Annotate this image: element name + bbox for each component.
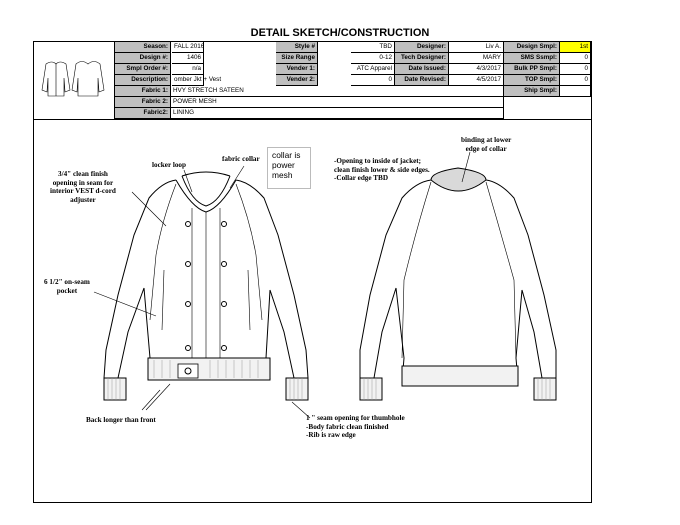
field-value[interactable]: 0 <box>560 75 591 86</box>
field-label: Date Issued: <box>395 64 449 75</box>
fabric-row <box>34 86 591 97</box>
fabric-value[interactable]: POWER MESH <box>171 97 504 108</box>
field-value[interactable]: 4/5/2017 <box>449 75 504 86</box>
field-label: TOP Smpl: <box>504 75 560 86</box>
field-value[interactable]: 4/3/2017 <box>449 64 504 75</box>
spec-header-table <box>33 41 592 120</box>
header-row <box>34 42 591 53</box>
field-label: Season: <box>115 42 171 53</box>
jacket-sketch <box>34 120 593 503</box>
field-value[interactable]: omber Jkt + Vest <box>172 75 204 86</box>
clean-finish-note: 3/4" clean finish opening in seam for interior VEST d-cord adjuster <box>50 170 116 204</box>
field-label: Bulk PP Smpl: <box>504 64 560 75</box>
field-value[interactable]: 0 <box>560 53 591 64</box>
field-label: Vender 2: <box>276 75 318 86</box>
fabric-label: Fabric 2: <box>115 97 171 108</box>
sketch-area <box>33 120 592 503</box>
pocket-note: 6 1/2" on-seam pocket <box>44 278 90 295</box>
field-label: Date Revised: <box>395 75 449 86</box>
header-row <box>34 53 591 64</box>
header-row <box>34 75 591 86</box>
locker-loop-label: locker loop <box>152 161 187 169</box>
field-value[interactable]: MARY <box>449 53 504 64</box>
fabric-row <box>34 108 591 119</box>
header-row <box>34 64 591 75</box>
field-label: Vender 1: <box>276 64 318 75</box>
ship-smpl-value[interactable] <box>560 86 591 97</box>
ship-smpl-label: Ship Smpl: <box>504 86 560 97</box>
field-value[interactable]: FALL 2016 <box>172 42 204 53</box>
field-label: Design Smpl: <box>504 42 560 53</box>
back-longer-note: Back longer than front <box>86 416 156 424</box>
field-label: Size Range <box>276 53 318 64</box>
thumbhole-note: 1 " seam opening for thumbhole -Body fabric clean finished -Rib is raw edge <box>306 414 405 440</box>
field-label: Tech Designer: <box>395 53 449 64</box>
field-value[interactable]: 1st <box>560 42 591 53</box>
field-value[interactable]: 0-12 <box>351 53 395 64</box>
fabric-value[interactable]: HVY STRETCH SATEEN <box>171 86 504 97</box>
fabric-label: Fabric 1: <box>115 86 171 97</box>
fabric-label: Fabric2: <box>115 108 171 119</box>
opening-notes: -Opening to inside of jacket; clean finish lower & side edges. -Collar edge TBD <box>334 157 430 183</box>
fabric-collar-label: fabric collar <box>222 155 260 163</box>
field-value[interactable]: ATC Apparel <box>351 64 395 75</box>
field-value[interactable]: 0 <box>560 64 591 75</box>
field-value[interactable]: 0 <box>351 75 395 86</box>
field-value[interactable]: TBD <box>351 42 395 53</box>
field-label: Style # <box>276 42 318 53</box>
field-value[interactable]: n/a <box>172 64 204 75</box>
field-value[interactable]: 1406 <box>172 53 204 64</box>
page-title: DETAIL SKETCH/CONSTRUCTION <box>250 27 430 39</box>
fabric-value[interactable]: LINING <box>171 108 504 119</box>
front-jacket-drawing <box>94 166 310 418</box>
field-label: SMS Ssmpl: <box>504 53 560 64</box>
field-label: Smpl Order #: <box>115 64 171 75</box>
fabric-row <box>34 97 591 108</box>
field-value[interactable]: Liv A. <box>449 42 504 53</box>
field-label: Design #: <box>115 53 171 64</box>
collar-note-box[interactable]: collar is power mesh <box>267 147 311 189</box>
back-jacket-drawing <box>360 152 556 400</box>
field-label: Description: <box>115 75 171 86</box>
binding-note: binding at lower edge of collar <box>461 136 512 153</box>
field-label: Designer: <box>395 42 449 53</box>
